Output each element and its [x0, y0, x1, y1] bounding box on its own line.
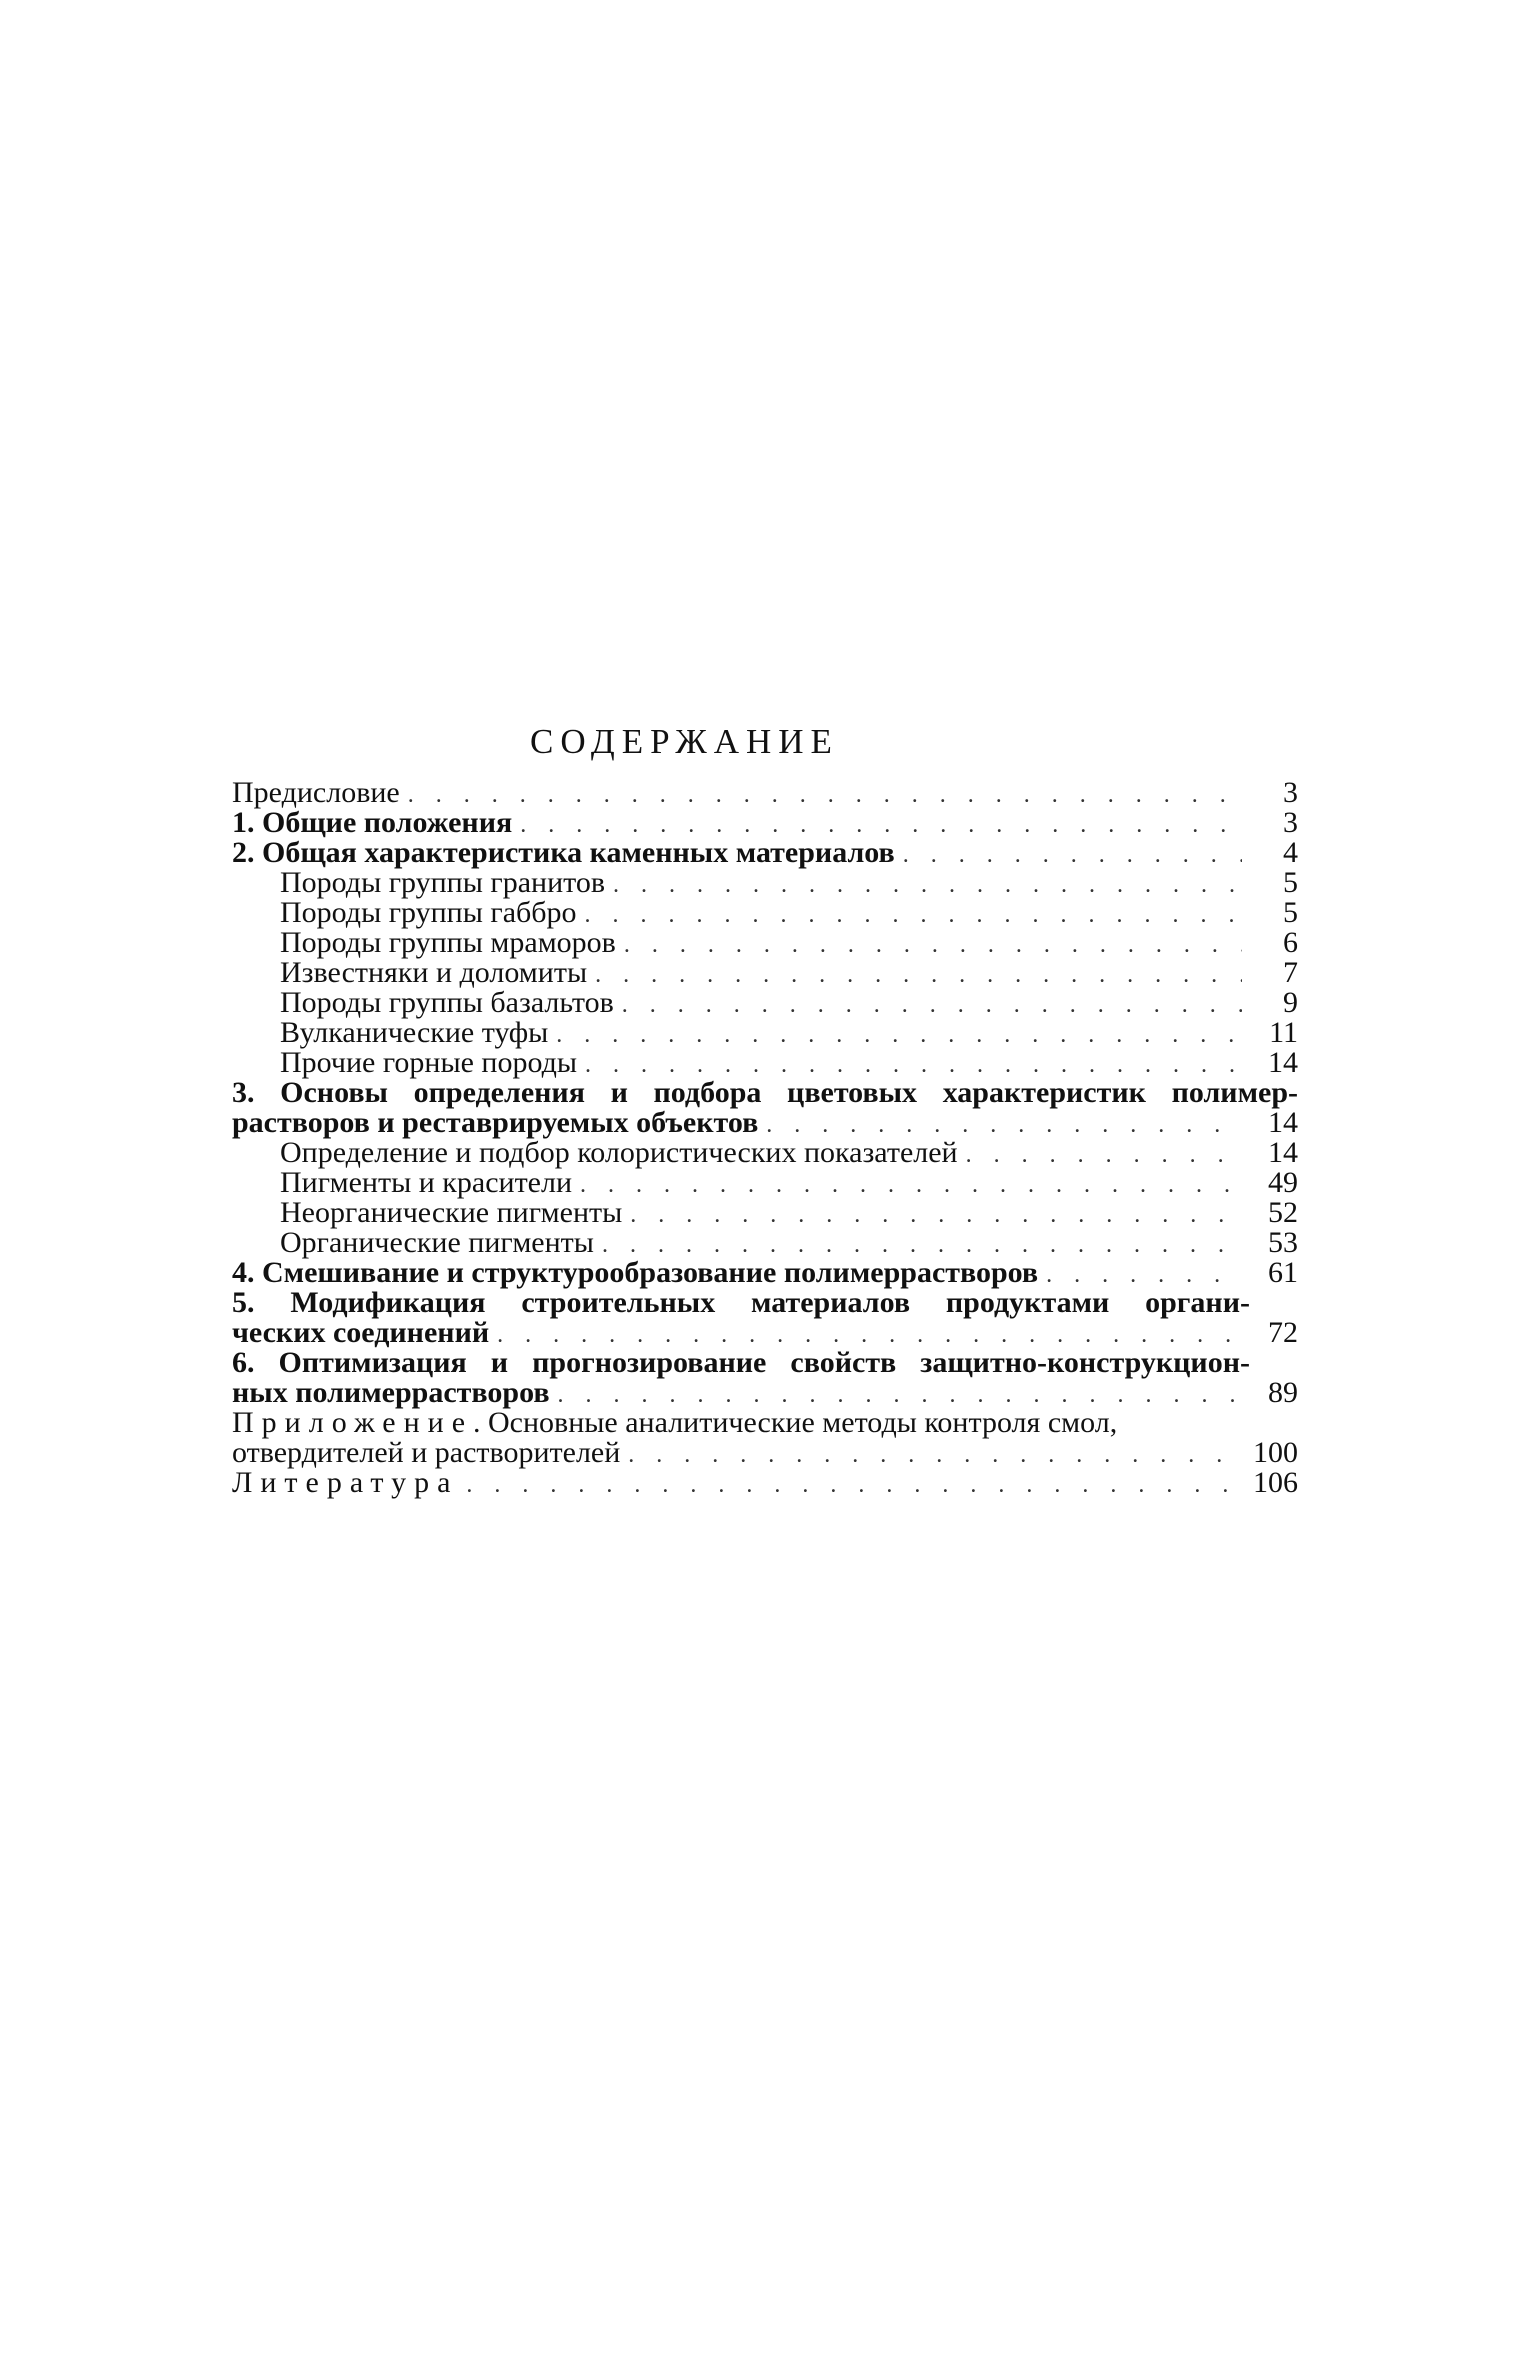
- toc-entry[interactable]: [232, 778, 1298, 808]
- toc-subentry[interactable]: [232, 898, 1298, 928]
- appendix-label: Приложение: [232, 1406, 474, 1439]
- toc-entry-label: Породы группы мраморов: [280, 926, 616, 959]
- toc-entry-label: Органические пигменты: [280, 1226, 594, 1259]
- toc-entry-page: 7: [1283, 956, 1298, 989]
- toc-entry-label: 4. Смешивание и структурообразование полимеррастворов: [232, 1256, 1039, 1289]
- appendix-title: . Основные аналитические методы контроля смол,: [473, 1406, 1118, 1439]
- toc-entry-label: Пигменты и красители: [280, 1166, 573, 1199]
- toc-entry-label: Прочие горные породы: [280, 1046, 578, 1079]
- toc-entry-label-line2: ных полимеррастворов: [232, 1376, 550, 1409]
- toc-entry-page: 14: [1268, 1106, 1298, 1139]
- toc-entry-page: 106: [1253, 1466, 1298, 1499]
- toc-subentry[interactable]: [232, 1048, 1298, 1078]
- toc-entry-label: Предисловие: [232, 776, 400, 809]
- leader-dots: [580, 1170, 1242, 1200]
- toc-subentry[interactable]: [232, 1228, 1298, 1258]
- toc-title: СОДЕРЖАНИЕ: [530, 722, 839, 761]
- leader-dots: [966, 1140, 1242, 1170]
- toc-entry-multiline[interactable]: [232, 1348, 1298, 1408]
- leader-dots: [630, 1200, 1242, 1230]
- toc-entry-page: 89: [1268, 1376, 1298, 1409]
- toc-appendix[interactable]: [232, 1408, 1298, 1468]
- toc-entry-label: Неорганические пигменты: [280, 1196, 623, 1229]
- toc-entry-label-line2: ческих соединений: [232, 1316, 490, 1349]
- leader-dots: [556, 1020, 1242, 1050]
- toc-entry-label-line1: 3. Основы определения и подбора цветовых характеристик полимер-: [232, 1076, 1298, 1109]
- toc-entry[interactable]: [232, 1468, 1298, 1498]
- toc-subentry[interactable]: [232, 1138, 1298, 1168]
- toc-appendix-line2: [232, 1438, 1298, 1468]
- toc-entry-label: Породы группы базальтов: [280, 986, 614, 1019]
- leader-dots: [903, 840, 1242, 870]
- toc-entry-page: 72: [1268, 1316, 1298, 1349]
- toc-entry-label: Породы группы габбро: [280, 896, 577, 929]
- toc-entry-label: 1. Общие положения: [232, 806, 513, 839]
- toc-entry[interactable]: [232, 838, 1298, 868]
- toc-entry-page: 53: [1268, 1226, 1298, 1259]
- toc-entry-page: 5: [1283, 866, 1298, 899]
- toc-entry-page: 49: [1268, 1166, 1298, 1199]
- toc-entry-label-line2: отвердителей и растворителей: [232, 1436, 621, 1469]
- toc-subentry[interactable]: [232, 868, 1298, 898]
- leader-dots: [613, 870, 1242, 900]
- toc-entry[interactable]: [232, 1258, 1298, 1288]
- toc-subentry[interactable]: [232, 988, 1298, 1018]
- table-of-contents: [232, 778, 1298, 1498]
- toc-entry-page: 9: [1283, 986, 1298, 1019]
- toc-entry-multiline[interactable]: [232, 1288, 1298, 1348]
- toc-entry[interactable]: [232, 808, 1298, 838]
- leader-dots: [622, 990, 1242, 1020]
- leader-dots: [408, 780, 1242, 810]
- toc-entry-line2: [232, 1378, 1298, 1408]
- toc-entry-label: Определение и подбор колористических показателей: [280, 1136, 958, 1169]
- toc-entry-label: Вулканические туфы: [280, 1016, 549, 1049]
- toc-entry-page: 100: [1253, 1436, 1298, 1469]
- toc-entry-page: 14: [1268, 1136, 1298, 1169]
- toc-entry-page: 3: [1283, 806, 1298, 839]
- toc-entry-page: 52: [1268, 1196, 1298, 1229]
- toc-subentry[interactable]: [232, 928, 1298, 958]
- toc-entry-page: 4: [1283, 836, 1298, 869]
- toc-subentry[interactable]: [232, 1018, 1298, 1048]
- toc-entry-page: 3: [1283, 776, 1298, 809]
- toc-subentry[interactable]: [232, 958, 1298, 988]
- toc-entry-page: 6: [1283, 926, 1298, 959]
- toc-subentry[interactable]: [232, 1198, 1298, 1228]
- leader-dots: [628, 1440, 1242, 1470]
- toc-entry-line2: [232, 1318, 1298, 1348]
- toc-entry-label: Литература: [232, 1466, 459, 1499]
- toc-entry-line2: [232, 1108, 1298, 1138]
- toc-entry-label-line1: 6. Оптимизация и прогнозирование свойств защитно-конструкцион-: [232, 1346, 1250, 1379]
- leader-dots: [624, 930, 1242, 960]
- toc-entry-page: 61: [1268, 1256, 1298, 1289]
- toc-entry-label: 2. Общая характеристика каменных материалов: [232, 836, 895, 869]
- toc-subentry[interactable]: [232, 1168, 1298, 1198]
- toc-entry-multiline[interactable]: [232, 1078, 1298, 1138]
- leader-dots: [595, 960, 1242, 990]
- toc-entry-page: 14: [1268, 1046, 1298, 1079]
- toc-entry-page: 5: [1283, 896, 1298, 929]
- toc-entry-label: Известняки и доломиты: [280, 956, 588, 989]
- toc-entry-label: Породы группы гранитов: [280, 866, 606, 899]
- toc-entry-label-line1: 5. Модификация строительных материалов продуктами органи-: [232, 1286, 1250, 1319]
- toc-appendix-line1: [232, 1408, 1298, 1438]
- leader-dots: [466, 1470, 1242, 1500]
- toc-entry-label-line2: растворов и реставрируемых объектов: [232, 1106, 759, 1139]
- leader-dots: [585, 900, 1242, 930]
- toc-entry-page: 11: [1269, 1016, 1298, 1049]
